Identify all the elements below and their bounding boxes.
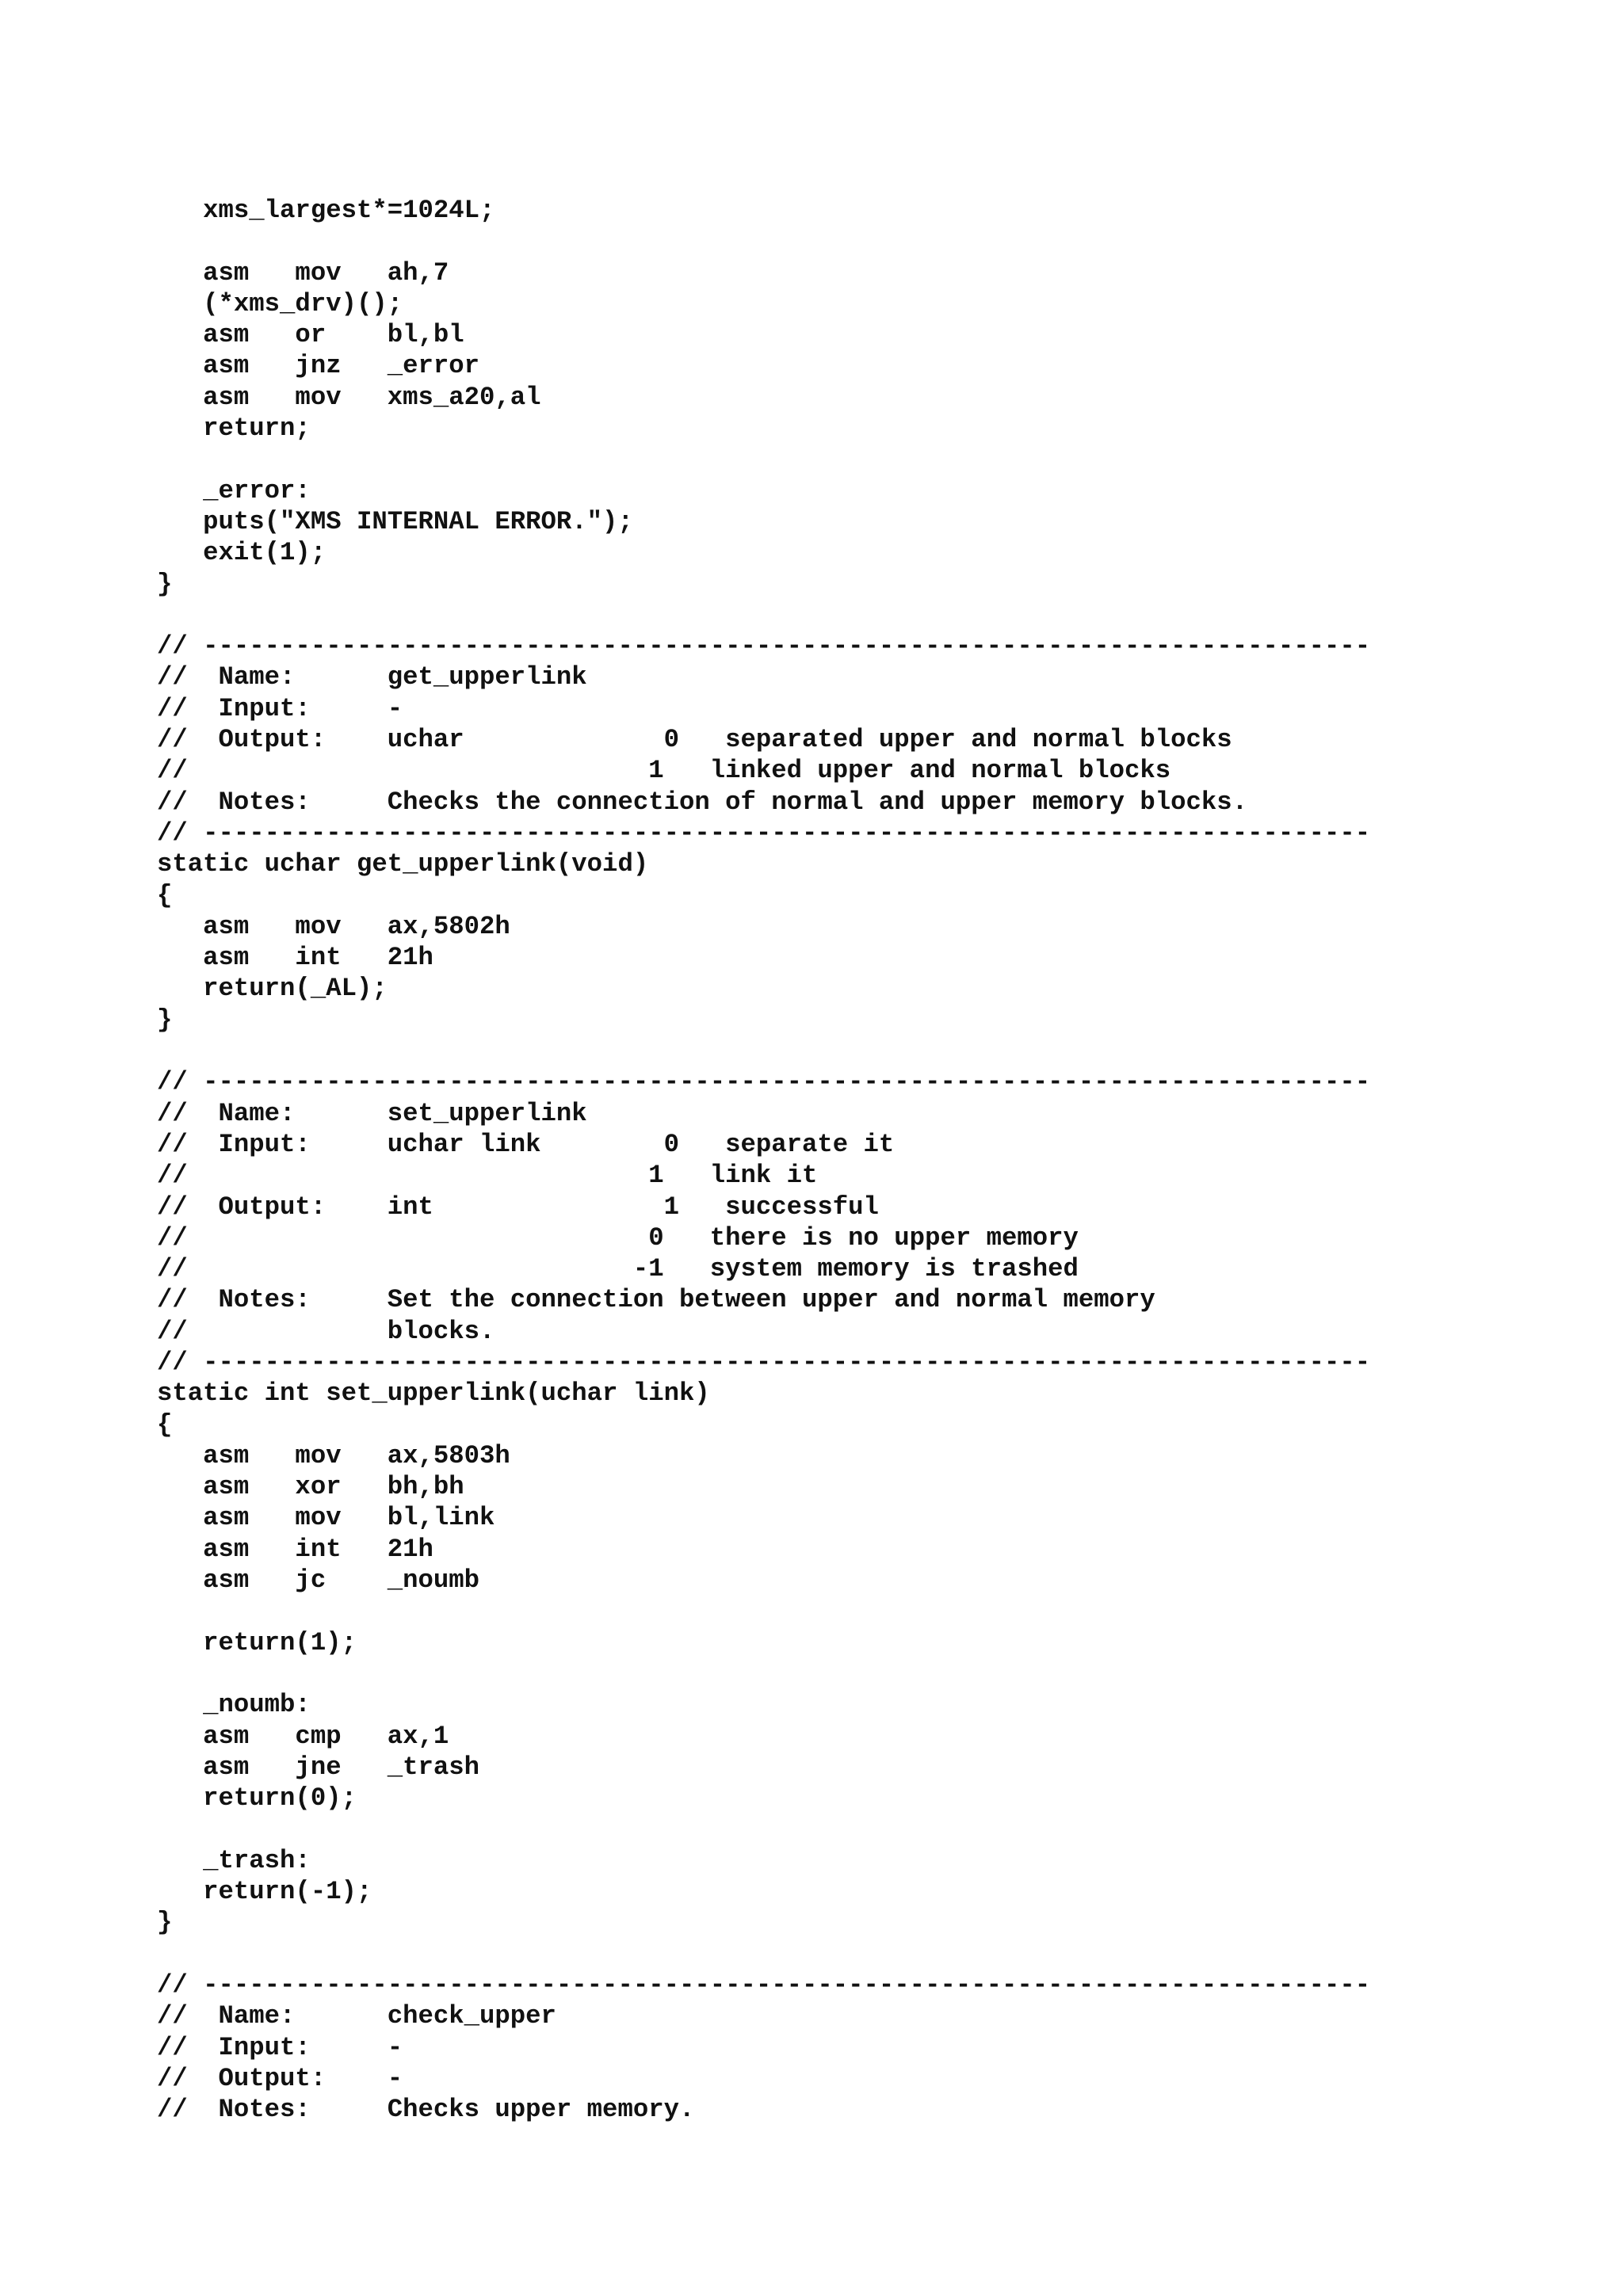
code-line: _error:	[157, 475, 311, 505]
code-listing	[157, 195, 1370, 2125]
code-line: // -1 system memory is trashed	[157, 1254, 1079, 1284]
code-line	[157, 1035, 1370, 1066]
code-line: asm cmp ax,1	[157, 1721, 449, 1751]
code-line: // Name: set_upperlink	[157, 1098, 587, 1128]
code-line: // Notes: Set the connection between upper and normal memory	[157, 1285, 1155, 1315]
code-line: return(1);	[157, 1627, 357, 1657]
code-line: asm mov xms_a20,al	[157, 382, 541, 412]
code-line: xms_largest*=1024L;	[157, 196, 495, 225]
code-line: asm mov bl,link	[157, 1503, 495, 1533]
code-line: // 0 there is no upper memory	[157, 1222, 1079, 1253]
code-line: asm mov ax,5803h	[157, 1440, 510, 1470]
code-line: {	[157, 880, 173, 910]
code-line: return;	[157, 414, 311, 444]
code-line: }	[157, 1908, 173, 1938]
code-line: // ----------------------------------------------------------------------------	[157, 631, 1371, 662]
code-line: // Input: uchar link 0 separate it	[157, 1129, 895, 1159]
code-line: }	[157, 1005, 173, 1035]
code-line	[157, 600, 1370, 631]
code-line: puts("XMS INTERNAL ERROR.");	[157, 506, 633, 536]
code-line: }	[157, 569, 173, 599]
code-line: // ----------------------------------------------------------------------------	[157, 1067, 1371, 1097]
code-line: // ----------------------------------------------------------------------------	[157, 818, 1371, 848]
code-line: return(_AL);	[157, 974, 388, 1004]
code-line: // Notes: Checks the connection of normal and upper memory blocks.	[157, 787, 1248, 817]
code-line	[157, 1596, 1370, 1627]
code-line: // blocks.	[157, 1316, 495, 1346]
code-line: (*xms_drv)();	[157, 288, 403, 318]
code-line: asm jnz _error	[157, 351, 480, 381]
code-line: static int set_upperlink(uchar link)	[157, 1379, 710, 1409]
code-line: return(-1);	[157, 1877, 372, 1907]
code-line: _trash:	[157, 1845, 311, 1875]
code-line: // ----------------------------------------------------------------------------	[157, 1970, 1371, 2000]
code-line: // Input: -	[157, 2032, 403, 2062]
code-line: asm jne _trash	[157, 1752, 480, 1782]
code-line	[157, 444, 1370, 475]
code-line	[157, 226, 1370, 257]
code-line	[157, 1814, 1370, 1844]
code-line: // Output: -	[157, 2063, 403, 2093]
code-line: asm int 21h	[157, 1534, 433, 1564]
code-line: // Name: check_upper	[157, 2001, 556, 2031]
code-line: asm mov ax,5802h	[157, 911, 510, 941]
code-line: // Output: uchar 0 separated upper and normal blocks	[157, 725, 1232, 755]
code-line: // 1 linked upper and normal blocks	[157, 756, 1171, 786]
code-line: asm or bl,bl	[157, 320, 464, 350]
code-line	[157, 1939, 1370, 1970]
code-line: static uchar get_upperlink(void)	[157, 849, 649, 879]
code-line: // ----------------------------------------------------------------------------	[157, 1347, 1371, 1377]
code-line: // Notes: Checks upper memory.	[157, 2095, 695, 2125]
code-line: asm jc _noumb	[157, 1566, 480, 1596]
code-line: // Input: -	[157, 693, 403, 723]
code-line: asm int 21h	[157, 943, 433, 973]
code-line: // Name: get_upperlink	[157, 662, 587, 692]
code-line: _noumb:	[157, 1690, 311, 1720]
code-line	[157, 1658, 1370, 1689]
code-line: exit(1);	[157, 538, 327, 568]
code-line: asm xor bh,bh	[157, 1472, 464, 1502]
code-line: return(0);	[157, 1783, 357, 1814]
code-line: // 1 link it	[157, 1161, 818, 1191]
code-line: {	[157, 1409, 173, 1440]
code-line: asm mov ah,7	[157, 257, 449, 288]
code-line: // Output: int 1 successful	[157, 1192, 879, 1222]
